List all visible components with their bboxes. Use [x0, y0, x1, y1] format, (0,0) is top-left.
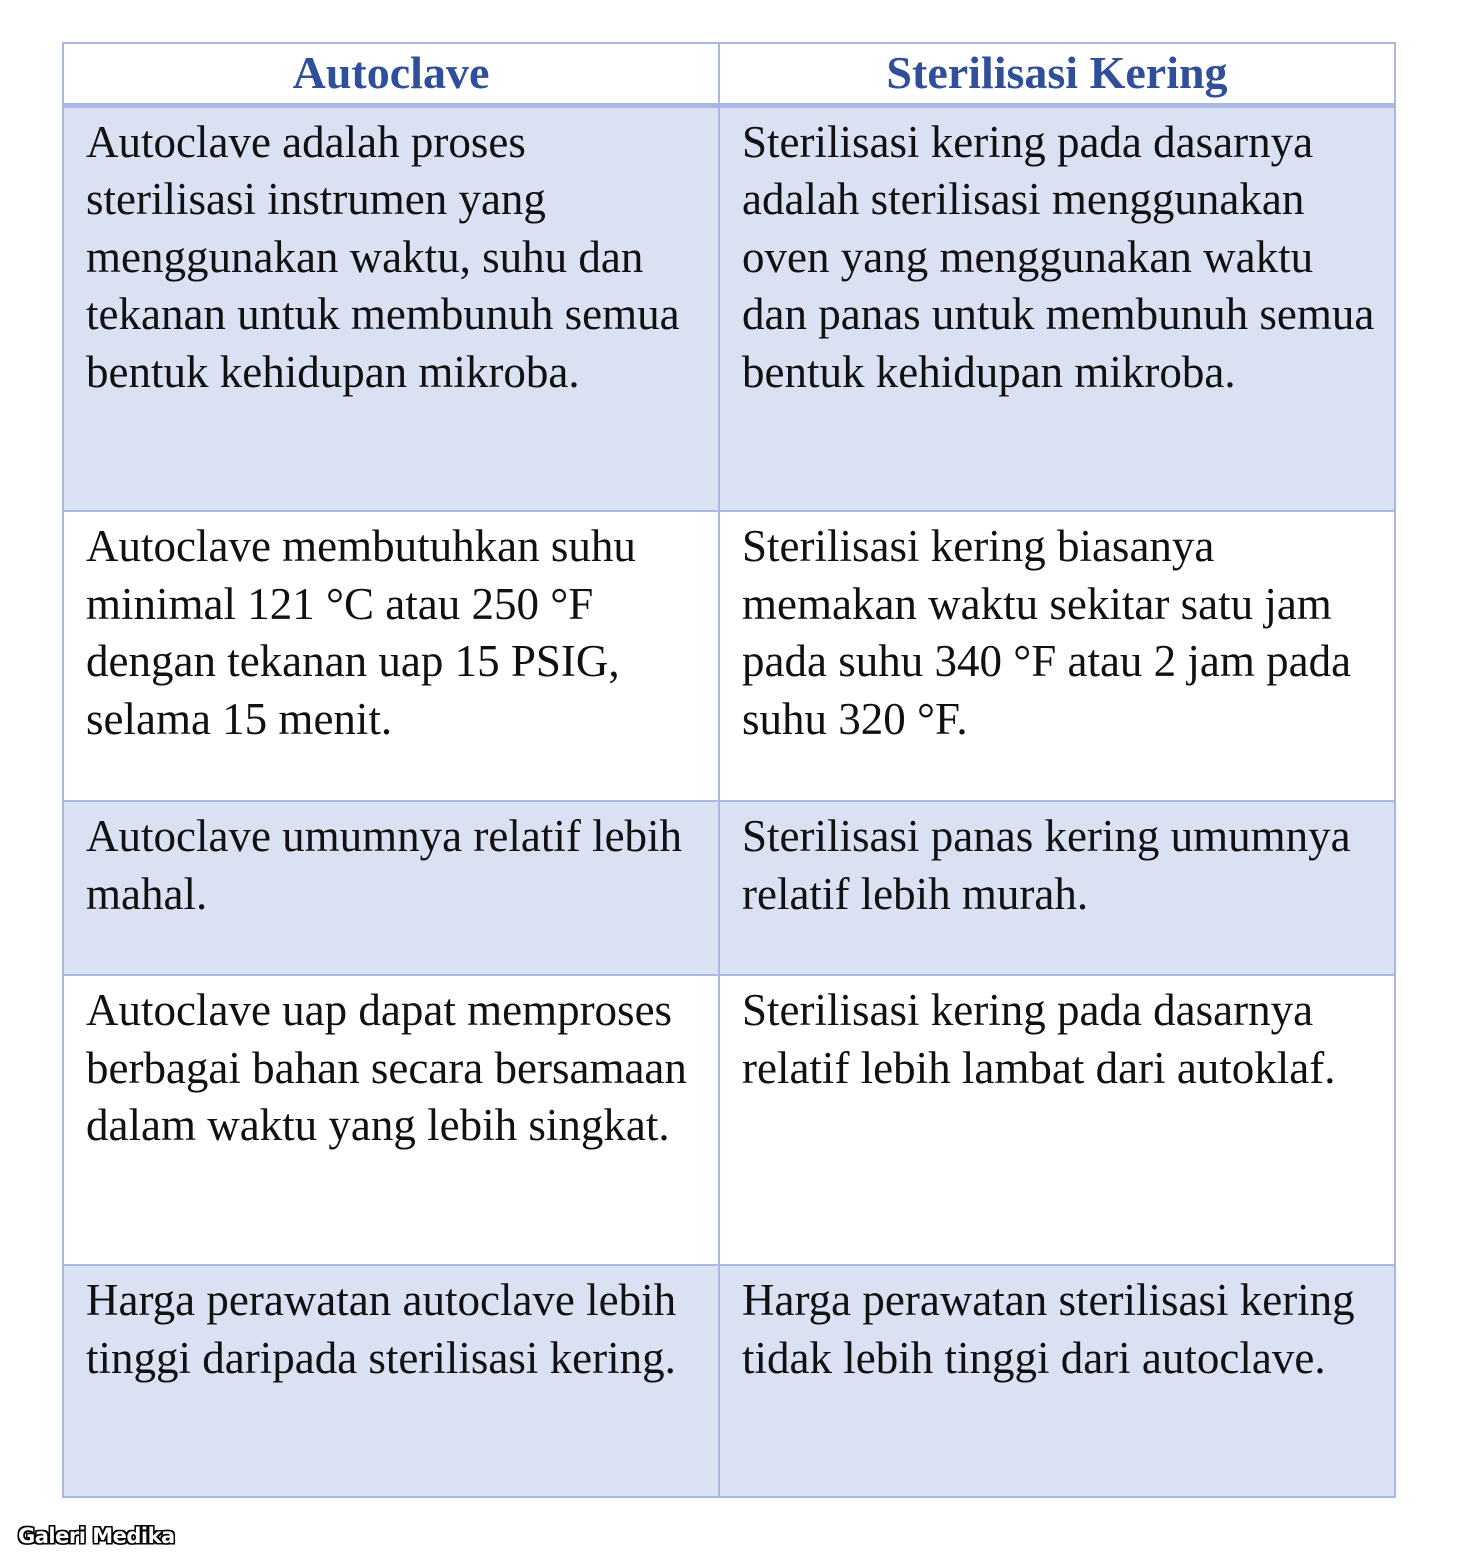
table-cell: Autoclave uap dapat memproses berbagai bahan secara bersamaan dalam waktu yang lebih singkat. — [63, 975, 719, 1265]
table-row — [63, 105, 1395, 511]
comparison-table — [62, 42, 1396, 1498]
table-cell: Harga perawatan autoclave lebih tinggi daripada sterilisasi kering. — [63, 1265, 719, 1497]
table-row — [63, 801, 1395, 975]
comparison-table-container — [62, 42, 1394, 1498]
watermark-logo: Galeri Medika — [18, 1524, 175, 1548]
table-cell: Autoclave umumnya relatif lebih mahal. — [63, 801, 719, 975]
table-cell: Sterilisasi kering pada dasarnya relatif lebih lambat dari autoklaf. — [719, 975, 1395, 1265]
table-cell: Sterilisasi kering biasanya memakan waktu sekitar satu jam pada suhu 340 °F atau 2 jam pada suhu 320 °F. — [719, 511, 1395, 801]
table-cell: Sterilisasi panas kering umumnya relatif lebih murah. — [719, 801, 1395, 975]
table-row — [63, 511, 1395, 801]
table-header-row — [63, 43, 1395, 105]
header-autoclave: Autoclave — [63, 43, 719, 105]
table-cell: Sterilisasi kering pada dasarnya adalah sterilisasi menggunakan oven yang menggunakan waktu dan panas untuk membunuh semua bentuk kehidupan mikroba. — [719, 105, 1395, 511]
table-cell: Autoclave membutuhkan suhu minimal 121 °C atau 250 °F dengan tekanan uap 15 PSIG, selama 15 menit. — [63, 511, 719, 801]
table-cell: Autoclave adalah proses sterilisasi instrumen yang menggunakan waktu, suhu dan tekanan untuk membunuh semua bentuk kehidupan mikroba. — [63, 105, 719, 511]
table-row — [63, 975, 1395, 1265]
header-sterilisasi-kering: Sterilisasi Kering — [719, 43, 1395, 105]
table-cell: Harga perawatan sterilisasi kering tidak lebih tinggi dari autoclave. — [719, 1265, 1395, 1497]
table-row — [63, 1265, 1395, 1497]
